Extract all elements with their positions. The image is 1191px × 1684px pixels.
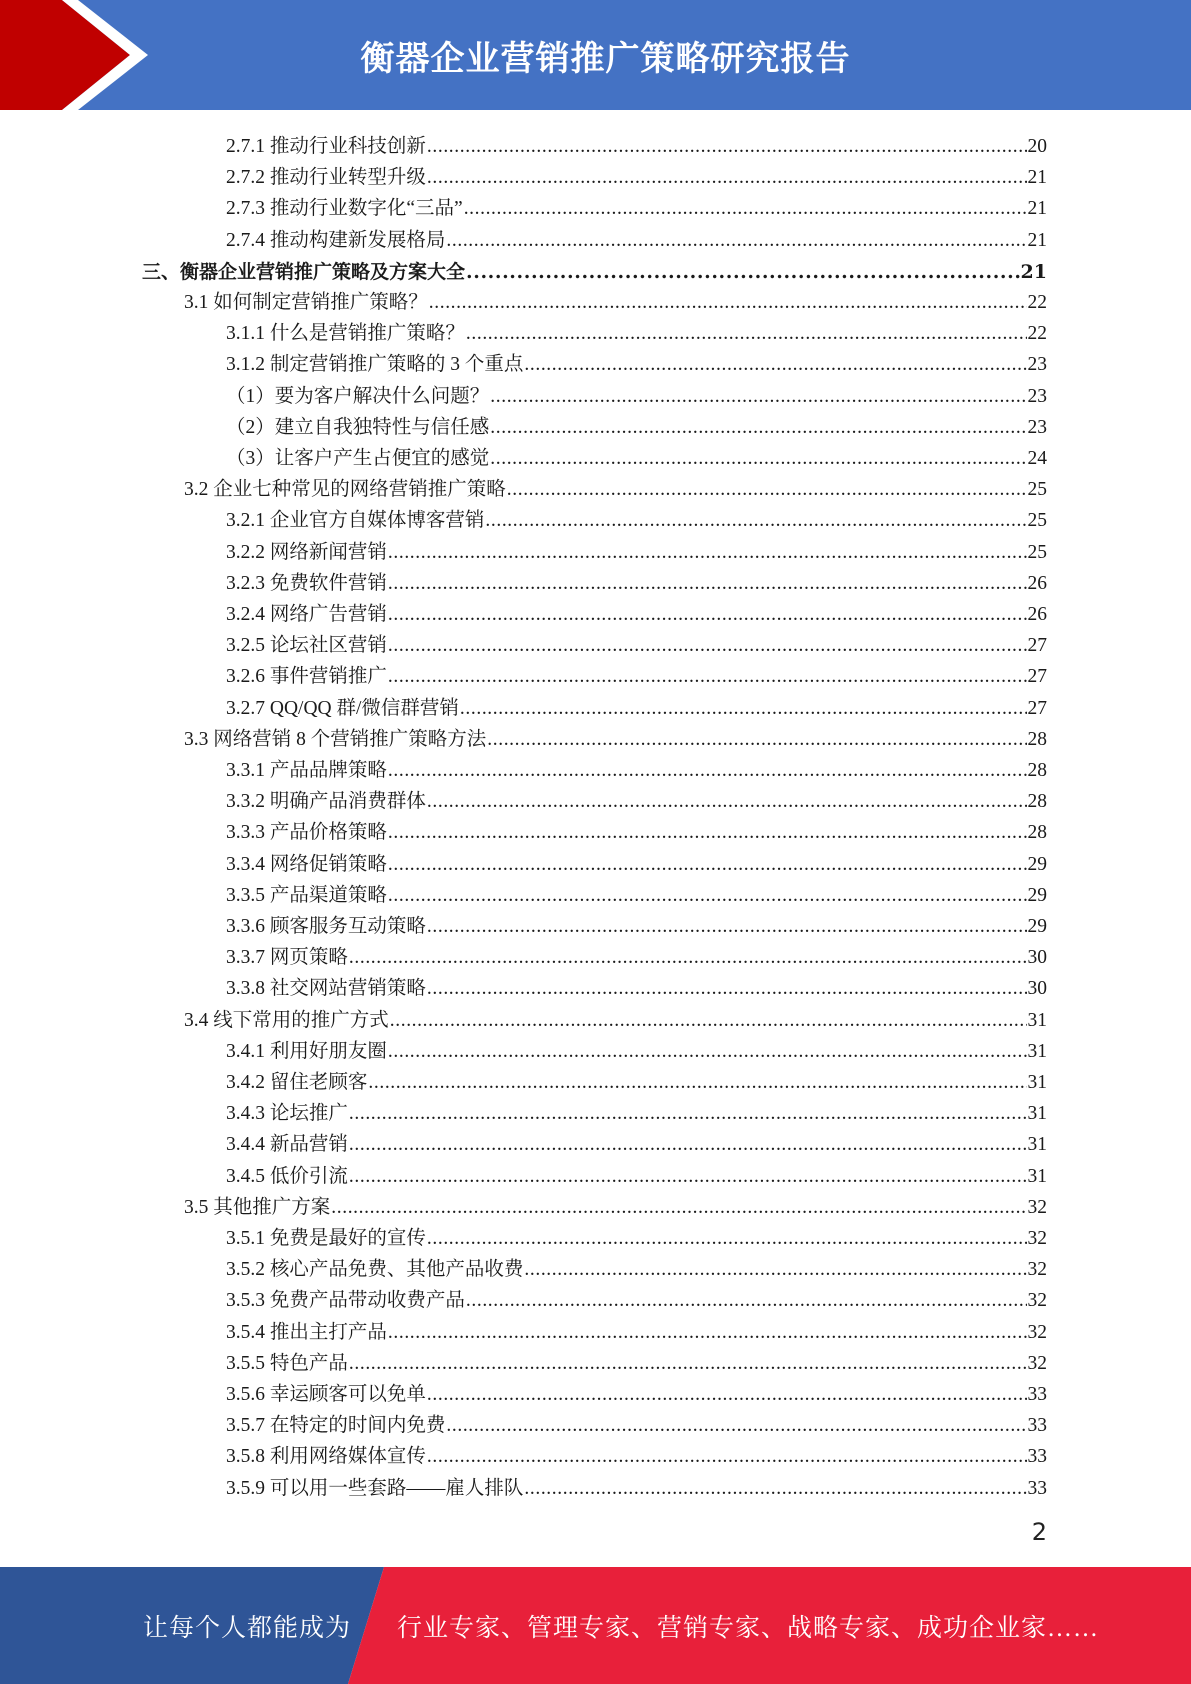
toc-entry-page: 25 (1027, 479, 1047, 500)
toc-entry-page: 33 (1027, 1478, 1047, 1499)
toc-entry[interactable] (226, 315, 1047, 346)
toc-entry-page: 27 (1027, 698, 1047, 719)
toc-entry[interactable] (226, 939, 1047, 970)
toc-entry-title: 3.4.4 新品营销 (226, 1134, 348, 1155)
toc-entry[interactable] (226, 1126, 1047, 1157)
toc-entry-title: 3.3.1 产品品牌策略 (226, 760, 387, 781)
toc-entry-title: 3.1.2 制定营销推广策略的 3 个重点 (226, 354, 524, 375)
toc-entry-page: 21 (1027, 167, 1047, 188)
toc-entry-title: 3.3.6 顾客服务互动策略 (226, 916, 426, 937)
toc-dot-leader (390, 1009, 1027, 1033)
toc-entry-page: 31 (1027, 1166, 1047, 1187)
toc-entry-page: 28 (1027, 791, 1047, 812)
page-number: 2 (1031, 1518, 1047, 1546)
toc-entry-page: 33 (1027, 1384, 1047, 1405)
toc-entry[interactable] (226, 1095, 1047, 1126)
toc-entry-page: 20 (1027, 136, 1047, 157)
toc-entry[interactable] (226, 1282, 1047, 1313)
toc-entry-title: 3.4.1 利用好朋友圈 (226, 1041, 387, 1062)
toc-entry[interactable] (226, 846, 1047, 877)
toc-entry-page: 31 (1027, 1010, 1047, 1031)
toc-entry-title: 3.2.1 企业官方自媒体博客营销 (226, 510, 485, 531)
toc-entry[interactable] (226, 1158, 1047, 1189)
toc-entry-title: 3.5.7 在特定的时间内免费 (226, 1415, 446, 1436)
toc-entry-page: 21 (1027, 198, 1047, 219)
toc-entry-title: 3.4.5 低价引流 (226, 1166, 348, 1187)
toc-entry-title: 3.3.8 社交网站营销策略 (226, 978, 426, 999)
toc-dot-leader (388, 603, 1027, 627)
toc-entry[interactable] (226, 1438, 1047, 1469)
toc-entry-page: 27 (1027, 635, 1047, 656)
toc-entry-page: 23 (1027, 354, 1047, 375)
toc-entry-page: 30 (1027, 947, 1047, 968)
toc-entry[interactable] (184, 284, 1047, 315)
toc-entry-title: 三、衡器企业营销推广策略及方案大全 (142, 261, 466, 283)
toc-entry-page: 28 (1027, 729, 1047, 750)
toc-entry[interactable] (226, 596, 1047, 627)
toc-dot-leader (427, 166, 1027, 190)
toc-entry-page: 31 (1027, 1134, 1047, 1155)
toc-dot-leader (388, 853, 1027, 877)
toc-entry-page: 28 (1027, 760, 1047, 781)
toc-entry-page: 25 (1027, 542, 1047, 563)
toc-dot-leader (429, 291, 1027, 315)
toc-entry-page: 21 (1027, 230, 1047, 251)
toc-dot-leader (446, 229, 1026, 253)
toc-entry-title: 3.5.6 幸运顾客可以免单 (226, 1384, 426, 1405)
toc-entry[interactable] (226, 1033, 1047, 1064)
toc-entry-title: 2.7.2 推动行业转型升级 (226, 167, 426, 188)
toc-entry-title: 3.5.5 特色产品 (226, 1353, 348, 1374)
toc-dot-leader (427, 915, 1027, 939)
toc-entry[interactable] (226, 752, 1047, 783)
toc-entry[interactable] (226, 440, 1047, 471)
toc-entry[interactable] (226, 1345, 1047, 1376)
toc-dot-leader (388, 884, 1027, 908)
toc-entry-title: 3.4.2 留住老顾客 (226, 1072, 368, 1093)
toc-dot-leader (524, 1477, 1026, 1501)
toc-entry[interactable] (226, 565, 1047, 596)
toc-entry-page: 32 (1027, 1197, 1047, 1218)
toc-entry[interactable] (226, 1064, 1047, 1095)
toc-dot-leader (427, 1227, 1027, 1251)
toc-entry-title: 3.5 其他推广方案 (184, 1197, 331, 1218)
toc-entry-page: 32 (1027, 1353, 1047, 1374)
toc-entry-title: 3.5.4 推出主打产品 (226, 1322, 387, 1343)
toc-dot-leader (524, 1258, 1026, 1282)
toc-dot-leader (349, 1165, 1027, 1189)
toc-entry-page: 26 (1027, 573, 1047, 594)
toc-dot-leader (427, 977, 1027, 1001)
toc-entry[interactable] (226, 409, 1047, 440)
toc-dot-leader (349, 1352, 1027, 1376)
toc-entry-title: 2.7.3 推动行业数字化“三品” (226, 198, 463, 219)
toc-entry[interactable] (226, 877, 1047, 908)
toc-dot-leader (388, 821, 1027, 845)
toc-entry-page: 28 (1027, 822, 1047, 843)
toc-dot-leader (427, 790, 1027, 814)
toc-entry[interactable] (226, 1407, 1047, 1438)
toc-entry[interactable] (226, 970, 1047, 1001)
toc-entry[interactable] (226, 658, 1047, 689)
toc-dot-leader (446, 1414, 1026, 1438)
toc-entry-title: 3.5.2 核心产品免费、其他产品收费 (226, 1259, 524, 1280)
toc-dot-leader (388, 541, 1027, 565)
toc-entry-title: 3.1 如何制定营销推广策略？ (184, 292, 428, 313)
toc-entry-title: 3.5.1 免费是最好的宣传 (226, 1228, 426, 1249)
toc-dot-leader (349, 1102, 1027, 1126)
toc-entry-title: 3.2.2 网络新闻营销 (226, 542, 387, 563)
toc-entry-page: 22 (1027, 323, 1047, 344)
toc-dot-leader (388, 759, 1027, 783)
toc-entry-title: 2.7.1 推动行业科技创新 (226, 136, 426, 157)
toc-dot-leader (490, 416, 1026, 440)
toc-entry-title: 2.7.4 推动构建新发展格局 (226, 230, 446, 251)
toc-entry-page: 24 (1027, 448, 1047, 469)
toc-entry-page: 23 (1027, 417, 1047, 438)
toc-dot-leader (368, 1071, 1026, 1095)
toc-dot-leader (331, 1196, 1026, 1220)
toc-entry[interactable] (184, 1189, 1047, 1220)
toc-entry-title: 3.2.6 事件营销推广 (226, 666, 387, 687)
toc-entry-page: 31 (1027, 1041, 1047, 1062)
toc-entry-page: 32 (1027, 1259, 1047, 1280)
toc-entry-page: 21 (1020, 261, 1047, 283)
toc-entry-title: 3.4.3 论坛推广 (226, 1103, 348, 1124)
footer-slogan-left: 让每个人都能成为 (143, 1614, 352, 1642)
toc-dot-leader (349, 1133, 1027, 1157)
toc-entry[interactable] (184, 471, 1047, 502)
report-title: 衡器企业营销推广策略研究报告 (360, 38, 851, 79)
toc-entry-title: 3.3.7 网页策略 (226, 947, 348, 968)
toc-entry[interactable] (226, 1470, 1047, 1501)
toc-entry-page: 22 (1027, 292, 1047, 313)
toc-entry[interactable] (226, 1376, 1047, 1407)
toc-entry[interactable] (226, 690, 1047, 721)
toc-dot-leader (464, 197, 1027, 221)
toc-entry-page: 31 (1027, 1072, 1047, 1093)
toc-entry[interactable] (226, 128, 1047, 159)
toc-dot-leader (460, 697, 1027, 721)
toc-entry-title: 3.5.9 可以用一些套路——雇人排队 (226, 1478, 524, 1499)
toc-dot-leader (466, 1289, 1027, 1313)
toc-entry-title: （3）让客户产生占便宜的感觉 (226, 448, 490, 469)
toc-dot-leader (349, 946, 1027, 970)
toc-entry-page: 29 (1027, 854, 1047, 875)
toc-entry[interactable] (184, 721, 1047, 752)
toc-entry[interactable] (226, 627, 1047, 658)
toc-entry-page: 33 (1027, 1415, 1047, 1436)
footer-banner (0, 1567, 1191, 1684)
toc-entry-page: 27 (1027, 666, 1047, 687)
toc-entry-page: 32 (1027, 1322, 1047, 1343)
toc-dot-leader (427, 1383, 1027, 1407)
toc-entry-page: 33 (1027, 1446, 1047, 1467)
toc-entry[interactable] (142, 253, 1047, 284)
toc-entry-title: 3.3.5 产品渠道策略 (226, 885, 387, 906)
toc-entry[interactable] (226, 1220, 1047, 1251)
toc-entry-title: （1）要为客户解决什么问题？ (226, 386, 490, 407)
toc-entry[interactable] (226, 1251, 1047, 1282)
footer-slogan-right: 行业专家、管理专家、营销专家、战略专家、成功企业家…… (397, 1614, 1100, 1642)
toc-dot-leader (388, 1321, 1027, 1345)
toc-dot-leader (487, 728, 1026, 752)
toc-dot-leader (427, 135, 1027, 159)
toc-entry-page: 30 (1027, 978, 1047, 999)
toc-entry-title: 3.5.3 免费产品带动收费产品 (226, 1290, 465, 1311)
toc-entry-title: 3.3 网络营销 8 个营销推广策略方法 (184, 729, 487, 750)
toc-entry[interactable] (226, 346, 1047, 377)
header-bar (0, 0, 1191, 110)
toc-entry-page: 23 (1027, 386, 1047, 407)
toc-entry[interactable] (226, 159, 1047, 190)
toc-entry-title: 3.2.4 网络广告营销 (226, 604, 387, 625)
toc-entry[interactable] (226, 190, 1047, 221)
toc-dot-leader (388, 572, 1027, 596)
toc-dot-leader (507, 478, 1027, 502)
toc-dot-leader (490, 385, 1026, 409)
toc-dot-leader (524, 353, 1026, 377)
toc-entry-page: 26 (1027, 604, 1047, 625)
toc-entry[interactable] (226, 378, 1047, 409)
toc-dot-leader (388, 665, 1027, 689)
toc-entry-title: 3.3.3 产品价格策略 (226, 822, 387, 843)
toc-entry-page: 25 (1027, 510, 1047, 531)
toc-dot-leader (427, 1445, 1027, 1469)
toc-entry-title: 3.2.3 免费软件营销 (226, 573, 387, 594)
toc-dot-leader (485, 509, 1026, 533)
toc-entry-title: 3.2.5 论坛社区营销 (226, 635, 387, 656)
toc-entry-page: 32 (1027, 1228, 1047, 1249)
toc-entry[interactable] (226, 908, 1047, 939)
toc-dot-leader (466, 260, 1020, 284)
toc-entry-title: 3.1.1 什么是营销推广策略？ (226, 323, 465, 344)
toc-entry-page: 32 (1027, 1290, 1047, 1311)
toc-entry[interactable] (226, 502, 1047, 533)
toc-entry[interactable] (226, 1314, 1047, 1345)
toc-entry-title: 3.5.8 利用网络媒体宣传 (226, 1446, 426, 1467)
toc-entry[interactable] (226, 222, 1047, 253)
toc-entry[interactable] (226, 783, 1047, 814)
toc-dot-leader (388, 634, 1027, 658)
toc-entry-page: 29 (1027, 916, 1047, 937)
toc-entry-title: 3.2 企业七种常见的网络营销推广策略 (184, 479, 506, 500)
toc-entry[interactable] (184, 1002, 1047, 1033)
toc-dot-leader (490, 447, 1026, 471)
toc-entry-title: 3.3.2 明确产品消费群体 (226, 791, 426, 812)
toc-entry-title: 3.4 线下常用的推广方式 (184, 1010, 389, 1031)
toc-entry-title: 3.3.4 网络促销策略 (226, 854, 387, 875)
toc-entry-page: 31 (1027, 1103, 1047, 1124)
toc-entry-page: 29 (1027, 885, 1047, 906)
toc-entry-title: 3.2.7 QQ/QQ 群/微信群营销 (226, 698, 459, 719)
toc-entry-title: （2）建立自我独特性与信任感 (226, 417, 490, 438)
toc-dot-leader (466, 322, 1027, 346)
toc-entry[interactable] (226, 814, 1047, 845)
toc-dot-leader (388, 1040, 1027, 1064)
toc-entry[interactable] (226, 534, 1047, 565)
